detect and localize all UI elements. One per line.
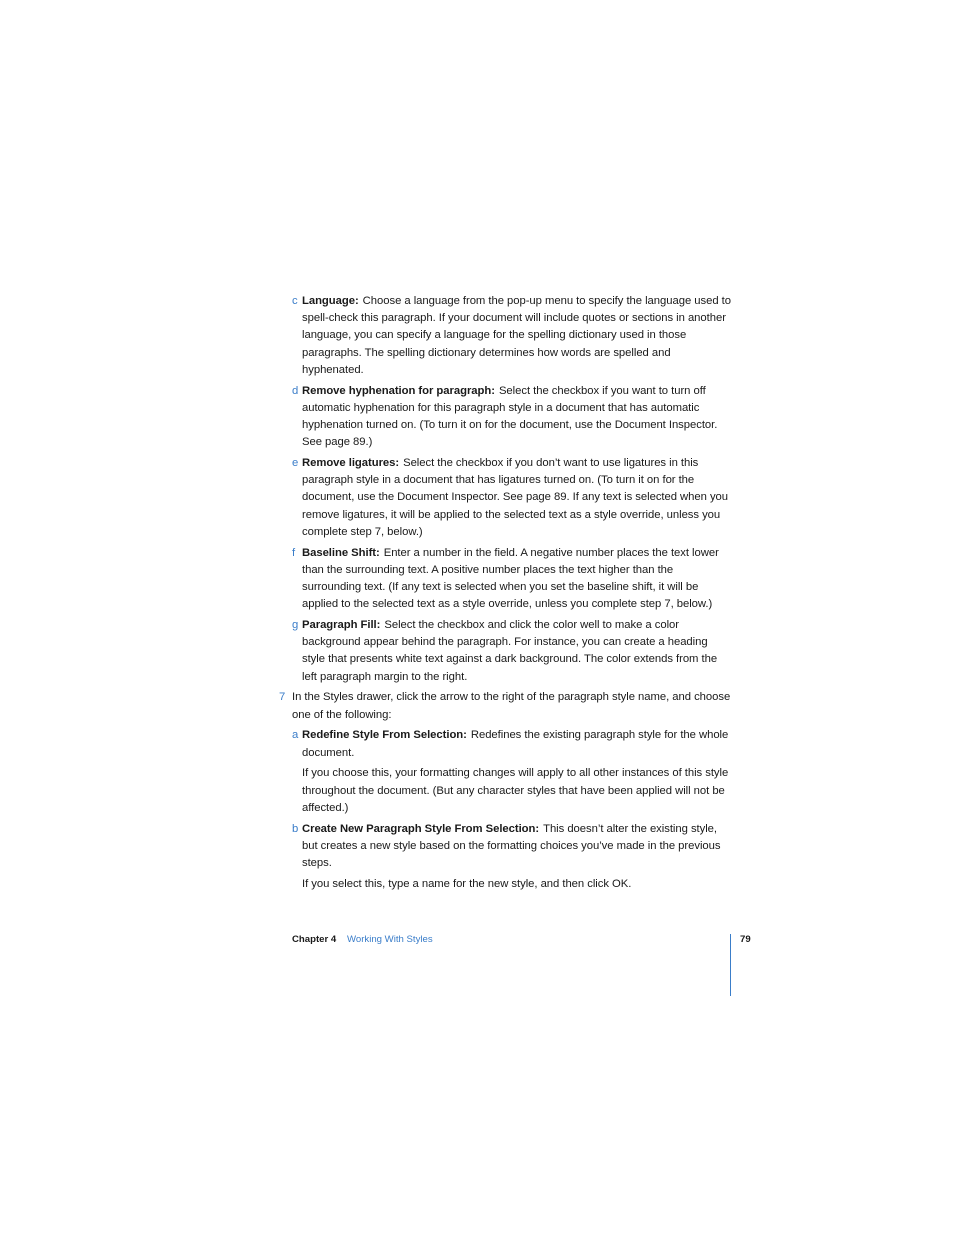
item-term: Remove ligatures: (302, 457, 400, 470)
page-number: 79 (740, 934, 751, 945)
item-text: Enter a number in the field. A negative number places the text lower than the surrounding text. A positive number places the text higher than the surrounding text. (If any text is selected when you set the baseline shift, it will be applied to the selected text as a style override, unless you complete step 7, below.) (302, 546, 719, 611)
list-item-baseline-shift (292, 545, 732, 614)
list-item-create-new-style (292, 821, 732, 873)
list-marker: g (292, 619, 299, 632)
page-body (279, 293, 732, 897)
step-number: 7 (279, 691, 286, 704)
item-note: If you select this, type a name for the new style, and then click OK. (302, 877, 632, 890)
item-text: Select the checkbox and click the color well to make a color background appear behind the paragraph. For instance, you can create a heading style that presents white text against a dark background. The color extends from the left paragraph margin to the right. (302, 619, 718, 683)
item-term: Language: (302, 295, 359, 307)
list-marker: e (292, 457, 299, 470)
list-item-paragraph-fill (292, 617, 732, 686)
item-text: Select the checkbox if you want to turn off automatic hyphenation for this paragraph style in a document that has automatic hyphenation turned on. (To turn it on for the document, use the Document Inspector. See page 89.) (302, 384, 718, 449)
list-item-remove-ligatures (292, 455, 732, 541)
footer-chapter-title: Working With Styles (347, 934, 433, 945)
step-7 (279, 689, 732, 723)
footer-divider (730, 934, 731, 996)
step-text: In the Styles drawer, click the arrow to the right of the paragraph style name, and choose one of the following: (292, 691, 731, 721)
item-term: Paragraph Fill: (302, 619, 381, 632)
item-term: Remove hyphenation for paragraph: (302, 384, 495, 397)
item-term: Redefine Style From Selection: (302, 729, 467, 742)
item-text: Choose a language from the pop-up menu to specify the language used to spell-check this paragraph. If your document will include quotes or sections in another language, you can specify a language for the spelling dictionary used in those paragraphs. The spelling dictionary determines how words are spelled and hyphenated. (302, 295, 731, 376)
item-term: Baseline Shift: (302, 546, 380, 559)
list-marker: f (292, 546, 296, 559)
footer-chapter-label: Chapter 4 (292, 934, 337, 945)
list-marker: b (292, 822, 299, 835)
item-text: Select the checkbox if you don’t want to use ligatures in this paragraph style in a document that has ligatures turned on. (To turn it on for the document, use the Document Inspector. See page 89. If any text is selected when you remove ligatures, it will be applied to the selected text as a style override, unless you complete step 7, below.) (302, 457, 729, 538)
item-note: If you choose this, your formatting changes will apply to all other instances of this style throughout the document. (But any character styles that have been applied will not be affected.) (302, 767, 729, 814)
list-item-redefine-style (292, 727, 732, 761)
item-text: Redefines the existing paragraph style for the whole document. (302, 729, 729, 759)
list-marker: c (292, 295, 298, 307)
list-marker: a (292, 729, 299, 742)
item-term: Create New Paragraph Style From Selection: (302, 822, 540, 835)
item-text: This doesn’t alter the existing style, but creates a new style based on the formatting choices you’ve made in the previous steps. (302, 822, 721, 870)
list-item-remove-hyphenation (292, 383, 732, 452)
list-marker: d (292, 384, 299, 397)
list-item-language (292, 293, 732, 379)
